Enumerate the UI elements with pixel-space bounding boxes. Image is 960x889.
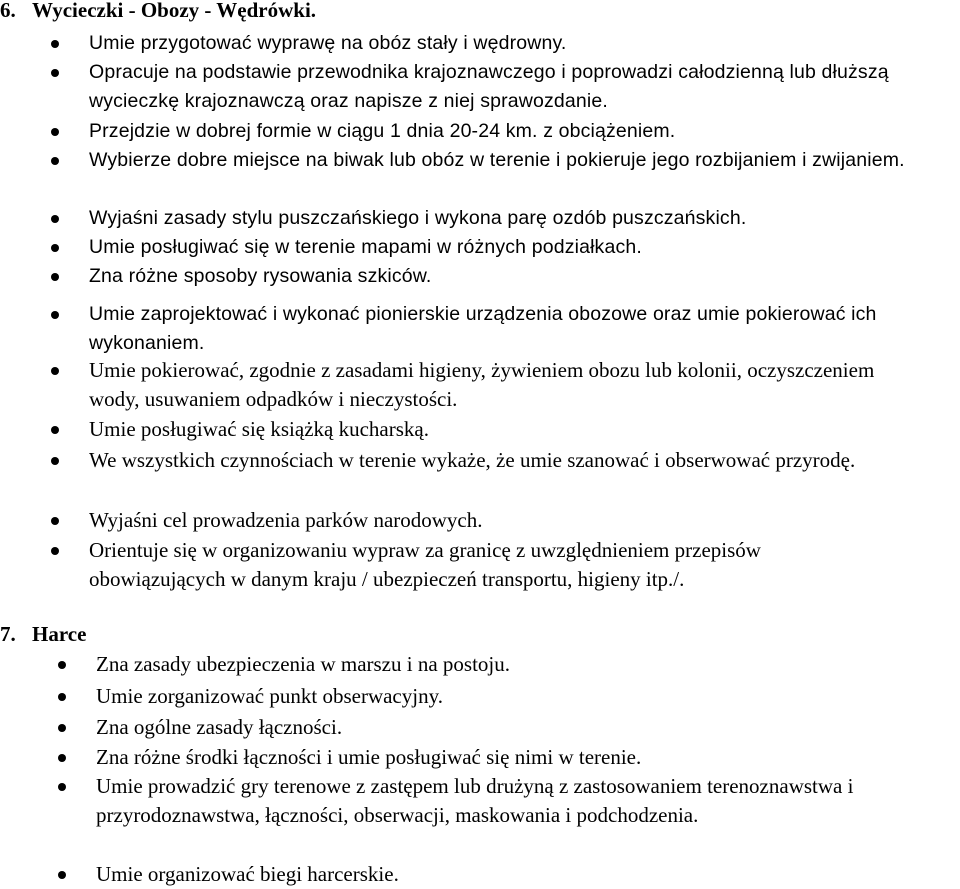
section-6-title: Wycieczki - Obozy - Wędrówki. [32, 0, 317, 22]
list-item [89, 233, 949, 262]
list-item [96, 713, 946, 742]
list-item [96, 860, 946, 889]
list-item [89, 446, 919, 475]
list-item [89, 506, 949, 535]
bullet-icon [51, 367, 59, 375]
list-item [89, 415, 949, 444]
bullet-icon [58, 693, 66, 701]
list-item [89, 300, 955, 358]
list-item [89, 204, 949, 233]
list-item-text: Zna różne środki łączności i umie posługiwać się nimi w terenie. [96, 745, 642, 769]
list-item [89, 146, 949, 175]
list-item [96, 650, 946, 679]
list-item-text: Wybierze dobre miejsce na biwak lub obóz w terenie i pokieruje jego rozbijaniem i zwijaniem. [89, 149, 905, 171]
list-item-text: Umie zorganizować punkt obserwacyjny. [96, 684, 443, 708]
list-item-text: Umie zaprojektować i wykonać pionierskie urządzenia obozowe oraz umie pokierować ich wykonaniem. [89, 303, 877, 354]
section-7-title: Harce [32, 622, 87, 646]
list-item [89, 58, 889, 116]
list-item-text: Zna ogólne zasady łączności. [96, 715, 343, 739]
list-item-text: Wyjaśni zasady stylu puszczańskiego i wykona parę ozdób puszczańskich. [89, 207, 747, 229]
section-7-heading [0, 620, 86, 649]
bullet-icon [51, 273, 59, 281]
list-item-text: Umie organizować biegi harcerskie. [96, 862, 399, 886]
list-item-text: Orientuje się w organizowaniu wypraw za granicę z uwzględnieniem przepisów obowiązujących w danym kraju / ubezpieczeń transportu, higieny itp./. [89, 538, 761, 591]
bullet-icon [58, 724, 66, 732]
list-item-text: Umie posługiwać się w terenie mapami w różnych podziałkach. [89, 236, 642, 258]
list-item [96, 772, 866, 830]
bullet-icon [51, 215, 59, 223]
list-item [89, 262, 949, 291]
list-item-text: Zna różne sposoby rysowania szkiców. [89, 265, 432, 287]
list-item-text: Umie prowadzić gry terenowe z zastępem lub drużyną z zastosowaniem terenoznawstwa i przyrodoznawstwa, łączności, obserwacji, maskowania i podchodzenia. [96, 774, 854, 827]
list-item-text: Umie posługiwać się książką kucharską. [89, 417, 429, 441]
bullet-icon [51, 40, 59, 48]
bullet-icon [58, 783, 66, 791]
list-item [89, 29, 949, 58]
bullet-icon [51, 128, 59, 136]
list-item [89, 117, 949, 146]
bullet-icon [51, 244, 59, 252]
list-item-text: Opracuje na podstawie przewodnika krajoznawczego i poprowadzi całodzienną lub dłuższą wycieczkę krajoznawczą oraz napisze z niej sprawozdanie. [89, 61, 889, 112]
bullet-icon [58, 754, 66, 762]
bullet-icon [51, 547, 59, 555]
list-item-text: We wszystkich czynnościach w terenie wykaże, że umie szanować i obserwować przyrodę. [89, 448, 856, 472]
bullet-icon [51, 457, 59, 465]
bullet-icon [58, 661, 66, 669]
list-item-text: Umie pokierować, zgodnie z zasadami higieny, żywieniem obozu lub kolonii, oczyszczeniem wody, usuwaniem odpadków i nieczystości. [89, 358, 875, 411]
list-item-text: Wyjaśni cel prowadzenia parków narodowych. [89, 508, 483, 532]
bullet-icon [51, 517, 59, 525]
bullet-icon [51, 311, 59, 319]
list-item-text: Przejdzie w dobrej formie w ciągu 1 dnia 20-24 km. z obciążeniem. [89, 120, 676, 142]
bullet-icon [51, 157, 59, 165]
list-item [89, 356, 889, 414]
section-6-number: 6. [0, 0, 16, 22]
bullet-icon [51, 69, 59, 77]
list-item [96, 682, 946, 711]
list-item-text: Zna zasady ubezpieczenia w marszu i na postoju. [96, 652, 511, 676]
list-item [89, 536, 889, 594]
list-item-text: Umie przygotować wyprawę na obóz stały i wędrowny. [89, 32, 567, 54]
list-item [96, 743, 946, 772]
bullet-icon [51, 426, 59, 434]
bullet-icon [58, 871, 66, 879]
section-7-number: 7. [0, 622, 16, 646]
section-6-heading [0, 0, 316, 25]
